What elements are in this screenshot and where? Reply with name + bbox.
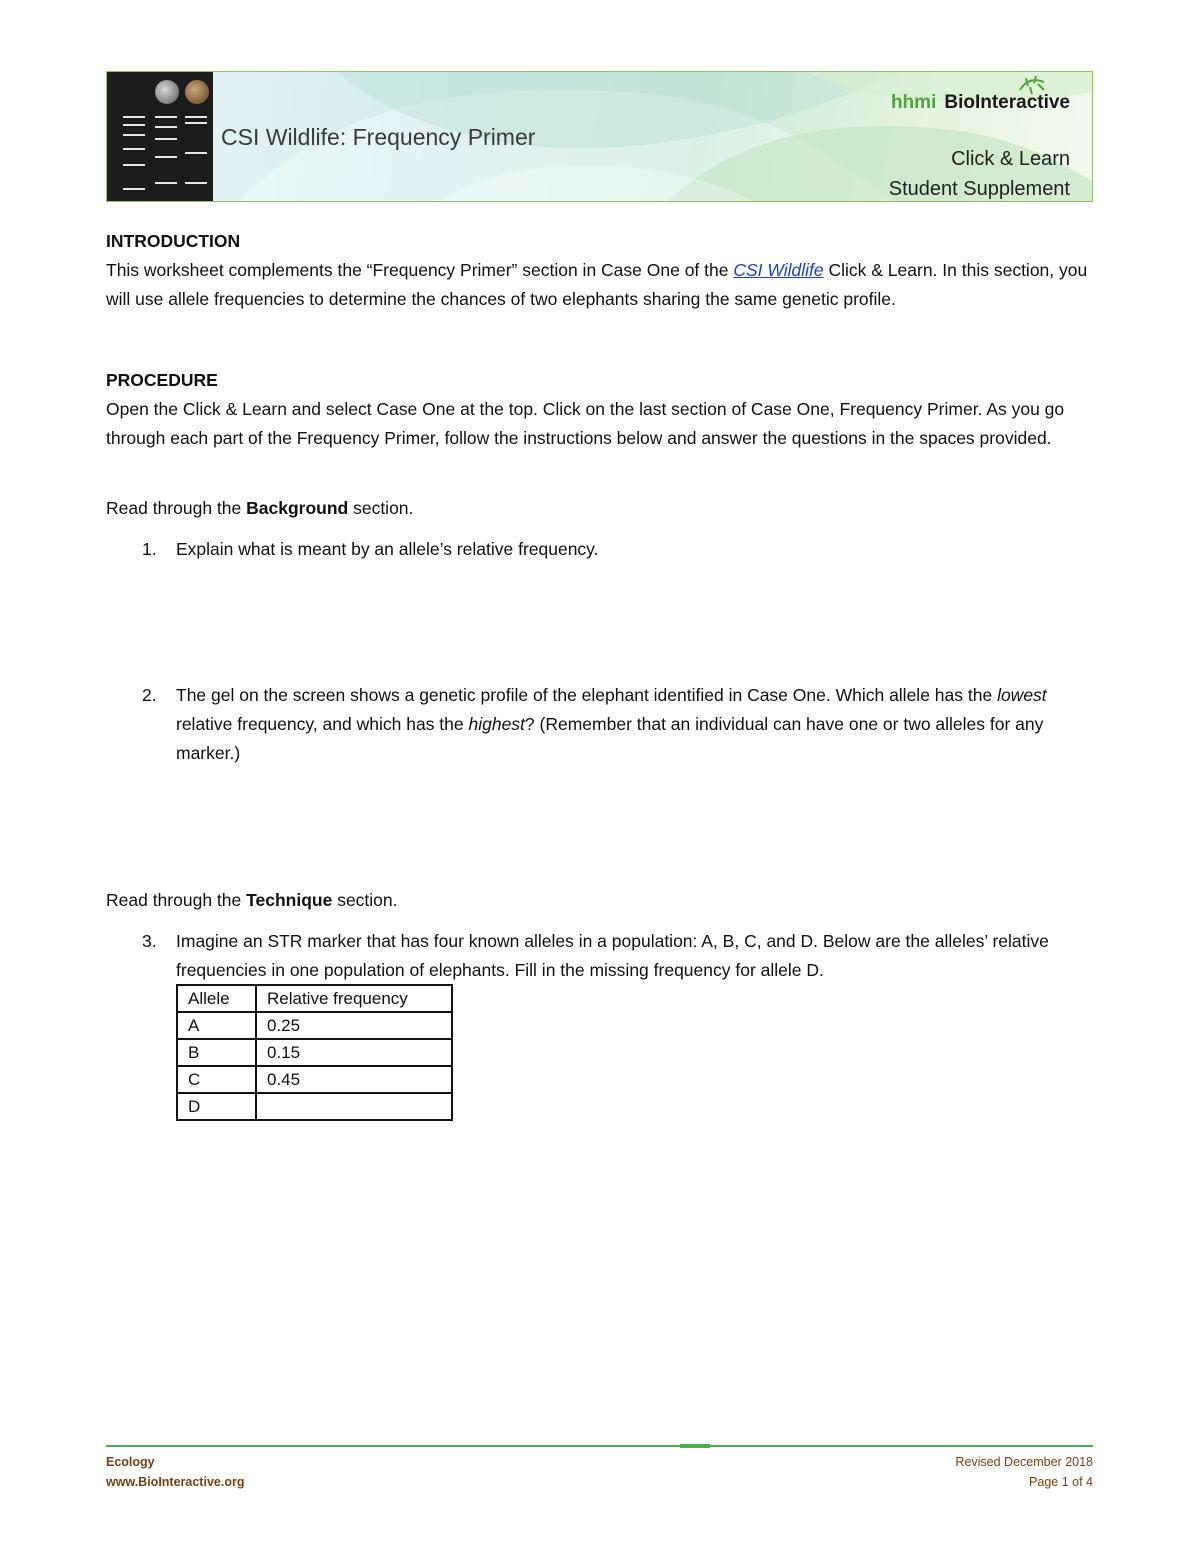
header-banner [106,71,1093,202]
elephant-photo-icon [155,80,179,104]
subtitle-click-learn: Click & Learn [951,148,1070,170]
table-row [177,1066,452,1093]
brand-logo [891,92,1070,114]
brand-name: BioInteractive [944,92,1070,113]
procedure-text: Open the Click & Learn and select Case One at the top. Click on the last section of Case One, Frequency Primer. As you go through each part of the Frequency Primer, follow the instructions below and answer the questions in the spaces provided. [106,399,1065,448]
table-header-row [177,985,452,1012]
question-text: Imagine an STR marker that has four known alleles in a population: A, B, C, and D. Below are the alleles’ relative frequencies in one population of elephants. Fill in the missing frequency for allele D. [176,931,1049,980]
question-number: 3. [142,931,157,951]
footer-website: www.BioInteractive.org [106,1475,245,1489]
question-2 [142,681,1102,768]
question-3 [142,927,1102,985]
frequency-cell: 0.45 [256,1066,452,1093]
introduction-section [106,227,1096,314]
question-number: 1. [142,539,157,559]
introduction-heading: INTRODUCTION [106,231,241,251]
allele-cell: D [177,1093,256,1120]
question-text: The gel on the screen shows a genetic profile of the elephant identified in Case One. Which allele has the lowest relative frequency, and which has the highest? (Remember that an individual can have one or two alleles for any marker.) [176,685,1047,763]
elephant-photo-icon-2 [185,80,209,104]
csi-wildlife-link[interactable]: CSI Wildlife [733,260,824,280]
introduction-text: This worksheet complements the “Frequency Primer” section in Case One of the CSI Wildlife Click & Learn. In this section, you will use allele frequencies to determine the chances of two elephants sharing the same genetic profile. [106,260,1088,309]
frequency-cell: 0.25 [256,1012,452,1039]
question-number: 2. [142,685,157,705]
footer-left [106,1452,244,1492]
column-header-relative-frequency: Relative frequency [256,985,452,1012]
allele-cell: A [177,1012,256,1039]
footer-subject: Ecology [106,1455,155,1469]
allele-cell: B [177,1039,256,1066]
table-row [177,1093,452,1120]
footer-revised-date: Revised December 2018 [955,1455,1093,1469]
allele-cell: C [177,1066,256,1093]
page-title: CSI Wildlife: Frequency Primer [221,124,536,150]
footer-right [955,1452,1093,1492]
read-technique-instruction: Read through the Technique section. [106,890,398,910]
footer-page-number: Page 1 of 4 [1029,1475,1093,1489]
footer-divider [106,1445,1093,1447]
gel-thumbnail [107,72,213,202]
allele-frequency-table [176,984,453,1121]
brand-hhmi: hhmi [890,92,937,113]
footer-divider-accent [680,1444,710,1448]
question-1 [142,535,1102,564]
procedure-heading: PROCEDURE [106,370,218,390]
frequency-cell: 0.15 [256,1039,452,1066]
column-header-allele: Allele [177,985,256,1012]
table-row [177,1012,452,1039]
question-text: Explain what is meant by an allele’s relative frequency. [176,539,599,559]
banner-subtitle [889,144,1070,202]
read-background-instruction: Read through the Background section. [106,498,414,518]
table-row [177,1039,452,1066]
subtitle-student-supplement: Student Supplement [888,178,1070,200]
frequency-answer-blank[interactable] [256,1093,452,1120]
procedure-section [106,366,1096,453]
